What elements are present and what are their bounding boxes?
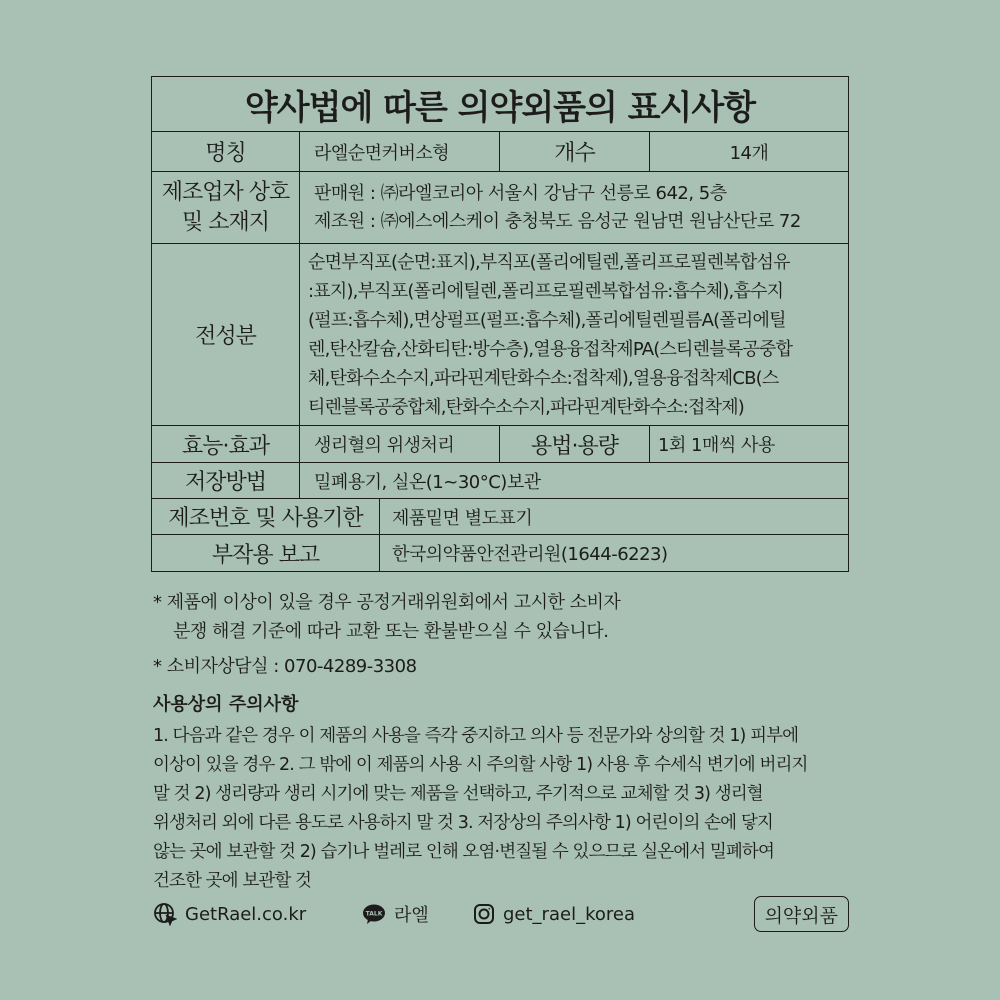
manufacturer-line: 제조원 : ㈜에스에스케이 충청북도 음성군 원남면 원남산단로 72 <box>314 210 801 232</box>
globe-cursor-icon <box>153 902 177 926</box>
instagram-text: get_rael_korea <box>503 903 635 925</box>
label-title: 약사법에 따른 의약외품의 표시사항 <box>152 77 848 132</box>
maker-value <box>300 172 848 243</box>
ingredients-line: (펄프:흡수체),면상펄프(펄프:흡수체),폴리에틸렌필름A(폴리에틸 <box>308 310 786 331</box>
ingredients-line: :표지),부직포(폴리에틸렌,폴리프로필렌복합섬유:흡수체),흡수지 <box>308 281 784 302</box>
caution-line: 이상이 있을 경우 2. 그 밖에 이 제품의 사용 시 주의할 사항 1) 사용 후 수세식 변기에 버리지 <box>153 755 808 775</box>
count-label: 개수 <box>500 132 650 171</box>
row-lot <box>152 499 848 535</box>
instagram-link[interactable] <box>473 896 635 932</box>
usage-label: 용법·용량 <box>500 426 650 462</box>
notes-line-2: 분쟁 해결 기준에 따라 교환 또는 환불받으실 수 있습니다. <box>173 621 609 642</box>
name-value: 라엘순면커버소형 <box>300 132 500 171</box>
svg-text:TALK: TALK <box>365 910 383 918</box>
lot-label: 제조번호 및 사용기한 <box>152 499 380 534</box>
row-maker <box>152 172 848 244</box>
kakaotalk-icon <box>362 903 386 925</box>
instagram-icon <box>473 903 495 925</box>
notes-line-1: * 제품에 이상이 있을 경우 공정거래위원회에서 고시한 소비자 <box>153 592 621 613</box>
name-label: 명칭 <box>152 132 300 171</box>
lot-value: 제품밑면 별도표기 <box>392 507 533 529</box>
report-value: 한국의약품안전관리원(1644-6223) <box>392 544 668 565</box>
maker-label <box>152 172 300 243</box>
row-ingredients <box>152 244 848 426</box>
efficacy-label: 효능·효과 <box>152 426 300 462</box>
row-storage <box>152 463 848 499</box>
caution-line: 말 것 2) 생리량과 생리 시기에 맞는 제품을 선택하고, 주기적으로 교체할 것 3) 생리혈 <box>153 784 763 804</box>
maker-label-line-1: 제조업자 상호 <box>161 179 290 205</box>
storage-label: 저장방법 <box>152 463 300 498</box>
label-table <box>151 76 849 572</box>
caution-line: 건조한 곳에 보관할 것 <box>153 871 312 891</box>
row-report <box>152 535 848 571</box>
website-text: GetRael.co.kr <box>185 903 307 925</box>
ingredients-line: 체,탄화수소수지,파라핀계탄화수소:접착제),열용융접착제CB(스 <box>308 368 779 389</box>
kakao-text: 라엘 <box>394 905 429 926</box>
report-label: 부작용 보고 <box>152 535 380 571</box>
count-value: 14개 <box>729 142 769 164</box>
storage-value: 밀폐용기, 실온(1~30°C)보관 <box>314 471 541 493</box>
quasi-drug-badge: 의약외품 <box>754 896 849 932</box>
ingredients-line: 순면부직포(순면:표지),부직포(폴리에틸렌,폴리프로필렌복합섬유 <box>308 252 790 273</box>
row-efficacy-usage <box>152 426 848 463</box>
caution-line: 않는 곳에 보관할 것 2) 습기나 벌레로 인해 오염·변질될 수 있으므로 실온에서 밀폐하여 <box>153 842 774 862</box>
maker-label-line-2: 및 소재지 <box>181 209 269 235</box>
usage-value: 1회 1매씩 사용 <box>658 435 775 456</box>
caution-line: 1. 다음과 같은 경우 이 제품의 사용을 즉각 중지하고 의사 등 전문가와 상의할 것 1) 피부에 <box>153 726 799 746</box>
caution-line: 위생처리 외에 다른 용도로 사용하지 말 것 3. 저장상의 주의사항 1) 어린이의 손에 닿지 <box>153 813 773 833</box>
ingredients-value <box>300 244 848 425</box>
ingredients-line: 렌,탄산칼슘,산화티탄:방수층),열용융접착제PA(스티렌블록공중합 <box>308 339 793 360</box>
caution-heading: 사용상의 주의사항 <box>153 694 299 715</box>
row-name-count <box>152 132 848 172</box>
ingredients-line: 티렌블록공중합체,탄화수소수지,파라핀계탄화수소:접착제) <box>308 397 745 418</box>
seller-line: 판매원 : ㈜라엘코리아 서울시 강남구 선릉로 642, 5층 <box>314 182 727 204</box>
kakao-link[interactable] <box>362 896 429 932</box>
footer <box>153 896 849 932</box>
website-link[interactable] <box>153 896 306 932</box>
caution-section <box>153 690 858 896</box>
ingredients-label: 전성분 <box>152 244 300 425</box>
consumer-center: * 소비자상담실 : 070-4289-3308 <box>153 656 417 677</box>
notes <box>153 588 853 681</box>
efficacy-value: 생리혈의 위생처리 <box>300 426 500 462</box>
